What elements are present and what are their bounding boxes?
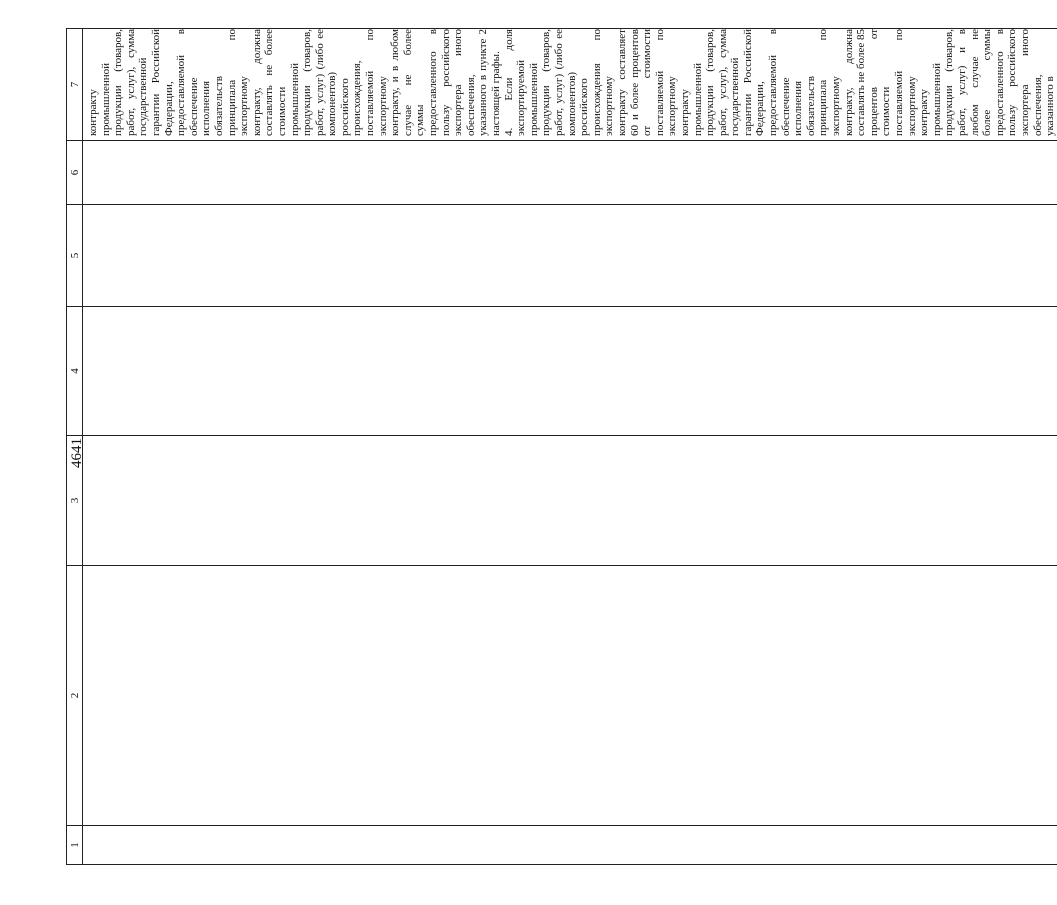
column-7-cell (83, 29, 1057, 140)
column-4 (66, 307, 1057, 436)
column-6 (66, 141, 1057, 205)
column-2-cell (83, 566, 1057, 825)
column-5-cell (83, 205, 1057, 306)
column-2 (66, 566, 1057, 826)
column-1 (66, 826, 1057, 865)
column-7 (66, 28, 1057, 141)
column-4-cell (83, 307, 1057, 435)
column-header-2: 2 (66, 566, 83, 825)
column-header-6: 6 (66, 141, 83, 204)
column-1-cell (83, 826, 1057, 864)
rotated-table (66, 28, 1057, 865)
column-3 (66, 436, 1057, 566)
column-header-5: 5 (66, 205, 83, 306)
column-header-4: 4 (66, 307, 83, 435)
column-header-7: 7 (66, 29, 83, 140)
column-header-1: 1 (66, 826, 83, 864)
column-7-text: контракту промышленной продукции (товаров, работ, услуг), сумма государственной гарантии Российской Федерации, предоставляемой в обеспечение исполнения обязательств принципала по экспортному контракту, должна составлять не более стоимости промышленной продукции (товаров, работ, услуг) (либо ее компонентов) российского происхождения, поставляемой по экспортному контракту, и в любом случае не более суммы предоставленного в пользу российского экспортера иного обеспечения, указанного в пункте 2 настоящей графы. 4. Если доля экспортируемой промышленной продукции (товаров, работ, услуг) (либо ее компонентов) российского происхождения по экспортному контракту составляет 60 и более процентов от стоимости поставляемой по экспортному контракту промышленной продукции (товаров, работ, услуг), сумма государственной гарантии Российской Федерации, предоставляемой в обеспечение исполнения обязательств принципала по экспортному контракту, должна составлять не более 85 процентов от стоимости поставляемой по экспортному контракту промышленной продукции (товаров, работ, услуг) и в любом случае не более суммы предоставленного в пользу российского экспортера иного обеспечения, указанного в (87, 28, 1057, 136)
column-5 (66, 205, 1057, 307)
page-number: 4641 (68, 438, 85, 468)
column-3-cell (83, 436, 1057, 565)
column-header-3: 3 (66, 436, 83, 565)
column-6-cell (83, 141, 1057, 204)
